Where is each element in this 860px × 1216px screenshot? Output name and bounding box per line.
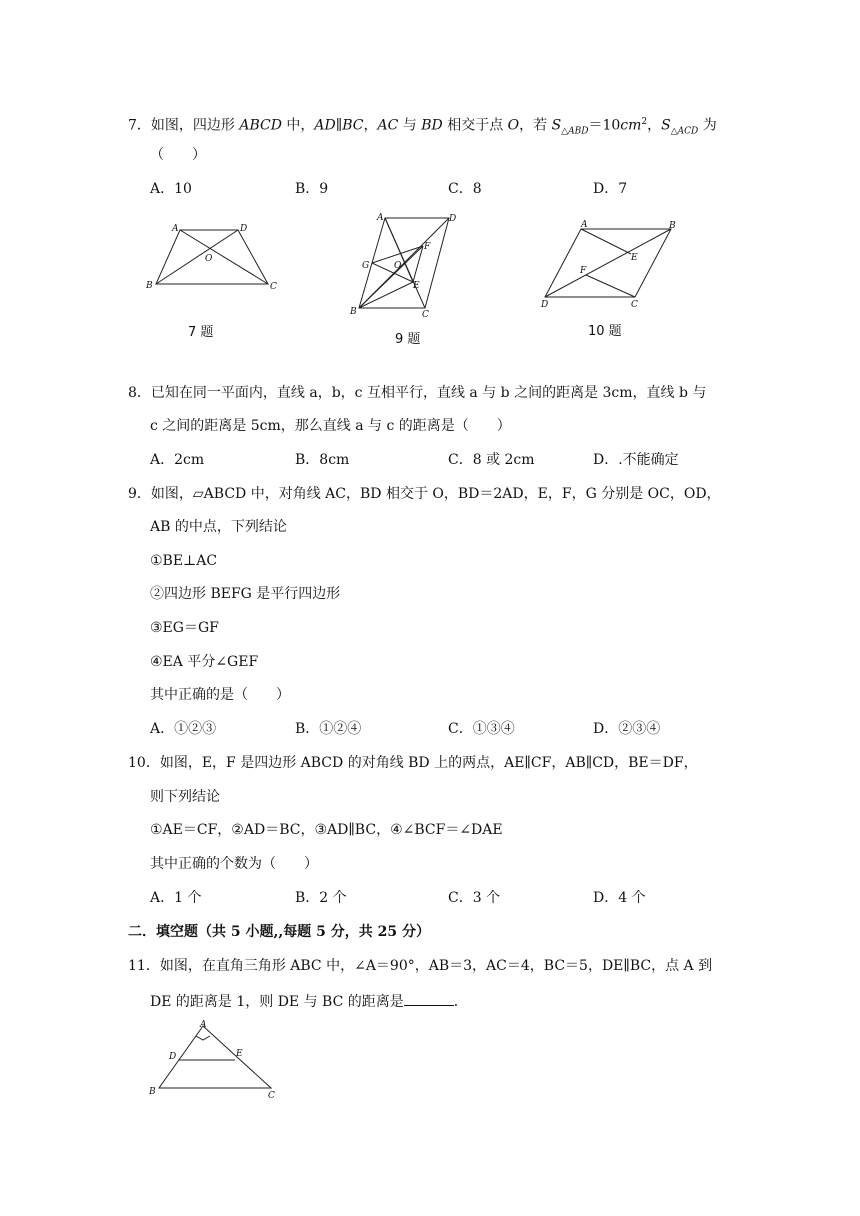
q7-text: ，若 [519, 117, 552, 134]
figure-10 [535, 215, 685, 310]
figure-9 [345, 208, 470, 323]
q9-line2: AB 的中点，下列结论 [150, 519, 287, 535]
fig10-label-d: D [541, 300, 549, 310]
fig11-label-a: A [200, 1020, 207, 1030]
q8-option-c: C．8 或 2cm [448, 452, 535, 468]
fig10-label-a: A [581, 220, 588, 230]
fig7-label-a: A [172, 224, 179, 234]
q9-conclusion-4: ④EA 平分∠GEF [150, 654, 259, 670]
q7-text: S [551, 117, 562, 134]
fig7-label-d: D [240, 224, 248, 234]
q8-line1: 8．已知在同一平面内，直线 a，b，c 互相平行，直线 a 与 b 之间的距离是 3cm，直线 b 与 [128, 385, 707, 401]
q7-text: △ABD [561, 126, 589, 137]
q9-option-a: A．①②③ [150, 721, 217, 737]
q11-line2 [150, 991, 468, 1011]
q8-line2: c 之间的距离是 5cm，那么直线 a 与 c 的距离是（ ） [150, 418, 511, 434]
q7-text: BD [421, 117, 443, 134]
q7-text: cm [620, 117, 642, 134]
fig10-label-e: E [631, 253, 638, 263]
q10-option-a: A．1 个 [150, 890, 202, 906]
fig10-caption: 10 题 [588, 324, 622, 339]
q7-text: 相交于点 [442, 117, 508, 134]
q10-option-d: D．4 个 [593, 890, 646, 906]
q7-text: 中， [281, 117, 315, 134]
q7-text: S [661, 117, 671, 134]
fig7-caption: 7 题 [188, 325, 214, 340]
q7-option-d: D．7 [593, 181, 628, 197]
q8-option-b: B．8cm [295, 452, 350, 468]
q7-text: 与 [398, 117, 422, 134]
fig9-label-c: C [422, 310, 429, 320]
q9-conclusion-3: ③EG＝GF [150, 620, 219, 636]
fig11-label-d: D [169, 1052, 177, 1062]
q9-conclusion-1: ①BE⊥AC [150, 553, 218, 569]
fig9-label-o: O [394, 261, 402, 271]
q10-line3: ①AE＝CF，②AD＝BC，③AD∥BC，④∠BCF＝∠DAE [150, 822, 503, 838]
fig9-label-g: G [362, 261, 370, 271]
q7-text: 7．如图，四边形 [128, 117, 240, 134]
fig9-label-b: B [350, 307, 357, 317]
q10-line2: 则下列结论 [150, 789, 220, 805]
q7-text: O [507, 117, 520, 134]
fig9-label-f: F [424, 242, 431, 252]
q9-ask: 其中正确的是（ ） [150, 687, 290, 703]
q10-ask: 其中正确的个数为（ ） [150, 856, 318, 872]
q7-text: AD [314, 117, 336, 134]
answer-blank[interactable] [404, 991, 454, 1006]
fig9-caption: 9 题 [395, 332, 421, 347]
figure-11 [143, 1018, 288, 1103]
q11-line2-text: DE 的距离是 1，则 DE 与 BC 的距离是 [150, 994, 404, 1010]
q7-text: ， [647, 117, 662, 134]
q7-text: AC [377, 117, 399, 134]
q9-option-c: C．①③④ [448, 721, 515, 737]
q7-text: ∥ [335, 117, 343, 134]
fig9-label-e: E [413, 281, 420, 291]
figure-7 [140, 218, 285, 298]
q11-line1: 11．如图，在直角三角形 ABC 中，∠A＝90°，AB＝3，AC＝4，BC＝5，DE∥BC，点 A 到 [128, 958, 713, 974]
q7-text: △ACD [670, 126, 699, 137]
q9-option-d: D．②③④ [593, 721, 661, 737]
q8-option-a: A．2cm [150, 452, 205, 468]
q7-text: 2 [641, 117, 648, 127]
q7-text: BC [342, 117, 364, 134]
section-2-title: 二．填空题（共 5 小题,,每题 5 分，共 25 分） [128, 924, 430, 940]
fig11-label-e: E [236, 1049, 243, 1059]
q11-line2-end: ． [453, 994, 468, 1010]
q9-conclusion-2: ②四边形 BEFG 是平行四边形 [150, 586, 341, 602]
q7-line1 [128, 113, 717, 140]
fig9-label-d: D [449, 214, 457, 224]
q7-text: ＝10 [588, 117, 621, 134]
q10-option-c: C．3 个 [448, 890, 501, 906]
fig7-label-o: O [205, 254, 213, 264]
q10-line1: 10．如图，E，F 是四边形 ABCD 的对角线 BD 上的两点，AE∥CF，AB∥CD，BE＝DF， [128, 755, 698, 771]
fig11-label-c: C [268, 1091, 275, 1101]
fig10-label-f: F [580, 266, 587, 276]
fig10-label-b: B [669, 221, 676, 231]
fig7-label-b: B [146, 281, 153, 291]
fig11-label-b: B [149, 1087, 156, 1097]
q7-text: ， [363, 117, 378, 134]
fig10-label-c: C [631, 300, 638, 310]
q7-line2: （ ） [150, 147, 206, 163]
q7-text: 为 [698, 117, 717, 134]
q9-line1: 9．如图，▱ABCD 中，对角线 AC，BD 相交于 O，BD＝2AD，E，F，G 分别是 OC，OD， [128, 486, 721, 502]
q7-option-a: A．10 [150, 181, 192, 197]
q10-option-b: B．2 个 [295, 890, 347, 906]
fig9-label-a: A [377, 213, 384, 223]
q7-option-b: B．9 [295, 181, 329, 197]
q9-option-b: B．①②④ [295, 721, 362, 737]
fig7-label-c: C [270, 282, 277, 292]
q7-option-c: C．8 [448, 181, 482, 197]
q7-text: ABCD [239, 117, 282, 134]
q8-option-d: D．.不能确定 [593, 452, 679, 468]
